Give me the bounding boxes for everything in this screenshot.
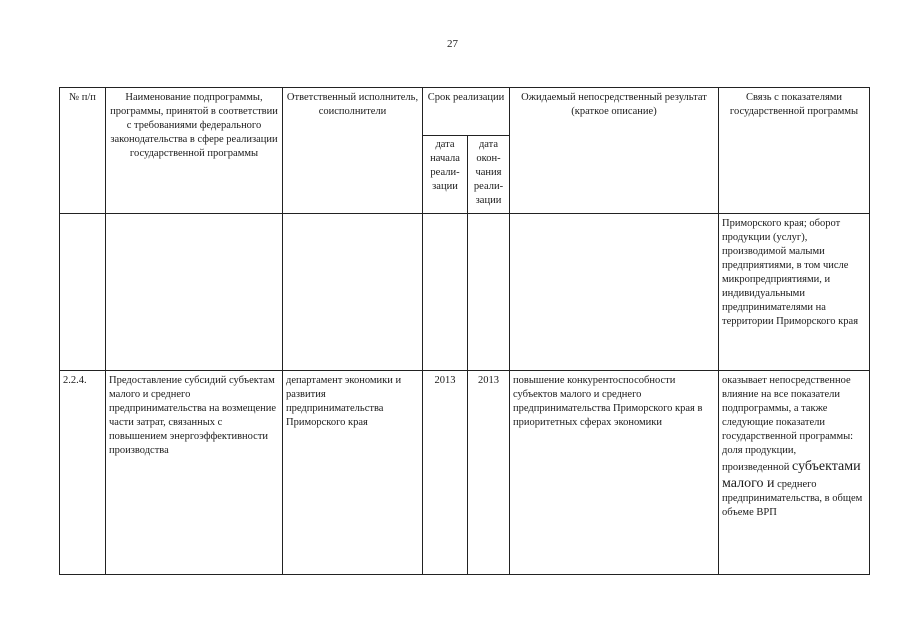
cell-executor: департамент экономики и развития предпринимательства Приморского края (283, 371, 423, 575)
header-start-date: дата начала реали-зации (423, 136, 468, 214)
cell-link (719, 371, 870, 575)
cell-name: Предоставление субсидий субъектам малого и среднего предпринимательства на возмещение части затрат, связанных с повышением энергоэффективности производства (106, 371, 283, 575)
table-row (60, 214, 870, 371)
header-link: Связь с показателями государственной программы (719, 88, 870, 214)
cell-end: 2013 (468, 371, 510, 575)
cell-num: 2.2.4. (60, 371, 106, 575)
cell-start: 2013 (423, 371, 468, 575)
header-result: Ожидаемый непосредственный результат (краткое описание) (510, 88, 719, 214)
header-row (60, 88, 870, 136)
cell-num (60, 214, 106, 371)
cell-link-part-c: среднего предпринимательства, в общем объеме ВРП (722, 479, 863, 518)
cell-name (106, 214, 283, 371)
page-number: 27 (447, 38, 458, 50)
table-row (60, 371, 870, 575)
header-end-date: дата окон-чания реали-зации (468, 136, 510, 214)
cell-result: повышение конкурентоспособности субъектов малого и среднего предпринимательства Приморского края в приоритетных сферах экономики (510, 371, 719, 575)
cell-executor (283, 214, 423, 371)
header-executor: Ответственный исполнитель, соисполнители (283, 88, 423, 214)
cell-link-part-a: оказывает непосредственное влияние на все показатели подпрограммы, а также следующие показатели государственной программы: доля продукции, произведенной (722, 375, 854, 473)
cell-link-part-b: субъектами малого и (722, 459, 861, 491)
cell-end (468, 214, 510, 371)
header-name: Наименование подпрограммы, программы, принятой в соответствии с требованиями федерального законодательства в сфере реализации государственной программы (106, 88, 283, 214)
header-num: № п/п (60, 88, 106, 214)
cell-result (510, 214, 719, 371)
cell-link: Приморского края; оборот продукции (услуг), производимой малыми предприятиями, в том числе микропредприятиями, и индивидуальными предпринимателями на территории Приморского края (719, 214, 870, 371)
program-table (59, 87, 870, 575)
cell-start (423, 214, 468, 371)
header-term: Срок реализации (423, 88, 510, 136)
